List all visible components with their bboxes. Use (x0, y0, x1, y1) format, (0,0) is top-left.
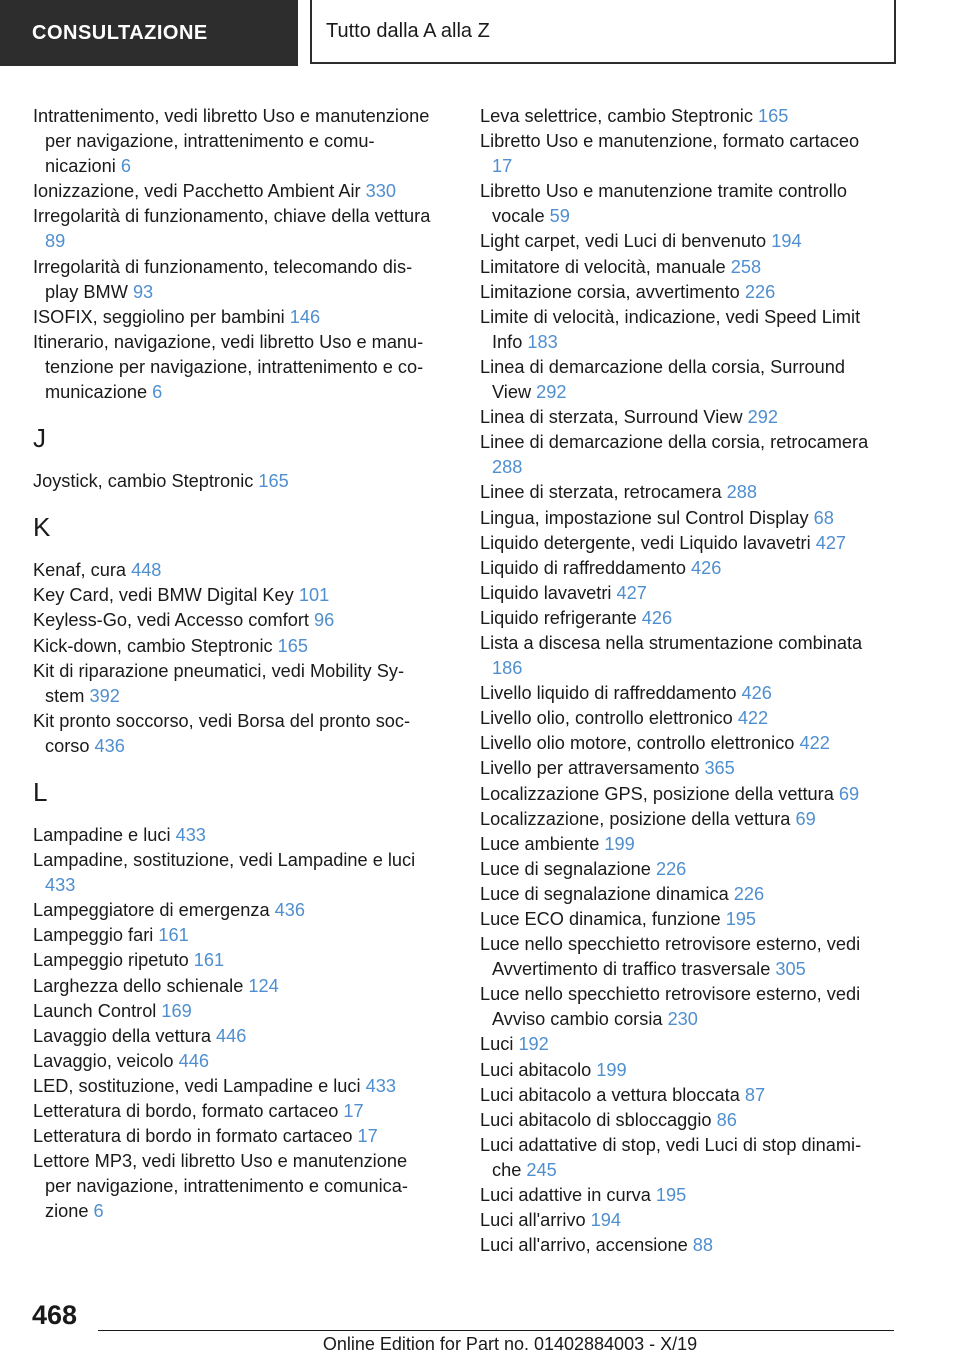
entry-text: Liquido lavavetri (480, 582, 612, 603)
entry-page-link[interactable]: 230 (667, 1009, 698, 1030)
entry-page-link[interactable]: 165 (758, 106, 789, 126)
entry-text: Light carpet, vedi Luci di benvenuto (480, 231, 767, 252)
entry-page-link[interactable]: 186 (492, 658, 523, 679)
index-entry (480, 581, 880, 606)
entry-text: Lampeggiatore di emergenza (33, 900, 270, 921)
entry-text: Livello olio motore, controllo elettronico (480, 733, 795, 754)
entry-page-link[interactable]: 146 (289, 306, 321, 327)
entry-page-link[interactable]: 165 (277, 635, 308, 656)
index-entry (480, 229, 880, 254)
entry-text: Lingua, impostazione sul Control Display (480, 507, 809, 528)
entry-text: Luci all'arrivo, accensione (480, 1235, 688, 1256)
entry-page-link[interactable]: 183 (527, 331, 558, 352)
entry-text: Key Card, vedi BMW Digital Key (33, 585, 294, 606)
entry-page-link[interactable]: 161 (158, 925, 189, 946)
index-entry (33, 255, 433, 305)
entry-text: Luci abitacolo a vettura bloccata (480, 1084, 740, 1105)
index-entry (480, 857, 880, 882)
entry-page-link[interactable]: 330 (365, 181, 396, 202)
index-entry (33, 104, 433, 179)
index-entry (33, 305, 433, 330)
index-entry (33, 923, 433, 948)
entry-text: Lampadine, sostituzione, vedi Lampadine e luci (33, 850, 416, 871)
index-entry (33, 948, 433, 973)
entry-page-link[interactable]: 433 (365, 1075, 396, 1096)
entry-page-link[interactable]: 422 (799, 733, 830, 754)
entry-text: Luce di segnalazione (480, 858, 651, 879)
entry-text: Lampeggio fari (33, 925, 154, 946)
index-letter-heading: J (33, 423, 46, 454)
entry-page-link[interactable]: 69 (795, 808, 816, 829)
entry-page-link[interactable]: 69 (838, 783, 860, 804)
entry-page-link[interactable]: 426 (741, 683, 772, 704)
index-entry (33, 583, 433, 608)
entry-page-link[interactable]: 6 (120, 156, 131, 177)
entry-page-link[interactable]: 87 (744, 1084, 766, 1105)
index-entry (33, 659, 433, 709)
chapter-title: Tutto dalla A alla Z (310, 0, 896, 64)
edition-note: Online Edition for Part no. 01402884003 - X/19 (322, 1334, 698, 1354)
entry-text: Itinerario, navigazione, vedi libretto Uso e manutenzione per navigazione, intrattenimento e comunicazione (33, 331, 424, 403)
entry-text: Irregolarità di funzionamento, chiave della vettura (33, 206, 431, 227)
index-entry (480, 756, 880, 781)
index-entry (33, 898, 433, 923)
entry-text: Limitatore di velocità, manuale (480, 256, 726, 277)
index-entry (480, 305, 880, 355)
entry-text: Liquido refrigerante (480, 607, 637, 628)
index-entry (33, 469, 433, 494)
entry-text: Intrattenimento, vedi libretto Uso e manutenzione per navigazione, intrattenimento e comunicazioni (33, 106, 430, 177)
entry-text: Kit di riparazione pneumatici, vedi Mobility System (33, 660, 404, 706)
index-entry (480, 807, 880, 832)
entry-text: Luci abitacolo (480, 1059, 592, 1080)
entry-text: Linea di sterzata, Surround View (480, 407, 743, 428)
entry-page-link[interactable]: 195 (725, 909, 757, 929)
entry-text: Lampadine e luci (33, 824, 171, 845)
index-entry (480, 1108, 880, 1133)
entry-text: Luci all'arrivo (480, 1210, 586, 1231)
index-entry (480, 506, 880, 531)
index-entry (33, 179, 433, 204)
entry-text: Leva selettrice, cambio Steptronic (480, 106, 753, 126)
entry-text: Limite di velocità, indicazione, vedi Speed Limit Info (480, 306, 861, 352)
entry-text: Localizzazione, posizione della vettura (480, 808, 791, 829)
index-entry (480, 932, 880, 982)
entry-text: Liquido detergente, vedi Liquido lavavetri (480, 532, 811, 553)
entry-text: Luce ambiente (480, 833, 600, 854)
entry-text: Linea di demarcazione della corsia, Surround View (480, 356, 845, 403)
entry-page-link[interactable]: 292 (536, 382, 567, 403)
index-entry (33, 1099, 433, 1124)
index-entry (480, 1058, 880, 1083)
index-entry (480, 556, 880, 581)
entry-text: Luce ECO dinamica, funzione (480, 909, 721, 929)
entry-page-link[interactable]: 59 (549, 206, 570, 227)
entry-text: Libretto Uso e manutenzione, formato cartaceo (480, 131, 860, 152)
entry-page-link[interactable]: 17 (343, 1101, 364, 1121)
index-entry (480, 104, 880, 129)
entry-page-link[interactable]: 426 (641, 607, 673, 628)
entry-page-link[interactable]: 422 (737, 708, 769, 729)
index-entry (33, 1049, 433, 1074)
index-entry (33, 823, 433, 848)
entry-page-link[interactable]: 288 (492, 457, 523, 478)
index-entry (33, 1124, 433, 1149)
entry-text: Localizzazione GPS, posizione della vettura (480, 783, 834, 804)
entry-page-link[interactable]: 436 (94, 735, 125, 756)
index-entry (33, 974, 433, 999)
index-letter-heading: K (33, 512, 51, 543)
entry-text: Livello per attraversamento (480, 758, 700, 779)
index-entry (480, 430, 880, 480)
entry-page-link[interactable]: 226 (655, 858, 687, 879)
entry-page-link[interactable]: 96 (314, 610, 335, 631)
entry-text: Kenaf, cura (33, 560, 127, 581)
entry-text: Lavaggio della vettura (33, 1025, 211, 1046)
entry-text: Luci abitacolo di sbloccaggio (480, 1109, 712, 1130)
entry-page-link[interactable]: 436 (274, 900, 306, 921)
entry-text: Lista a discesa nella strumentazione combinata (480, 632, 863, 653)
entry-page-link[interactable]: 101 (298, 585, 330, 606)
entry-page-link[interactable]: 169 (161, 1000, 192, 1021)
entry-page-link[interactable]: 194 (771, 231, 802, 252)
index-entry (33, 1149, 433, 1224)
index-entry (480, 1183, 880, 1208)
entry-page-link[interactable]: 68 (813, 507, 834, 528)
index-entry (33, 558, 433, 583)
entry-text: Letteratura di bordo in formato cartaceo (33, 1126, 353, 1147)
footer-divider (98, 1330, 894, 1331)
entry-page-link[interactable]: 446 (216, 1025, 247, 1046)
entry-text: Linee di sterzata, retrocamera (480, 482, 722, 503)
index-entry (480, 606, 880, 631)
entry-page-link[interactable]: 226 (744, 281, 776, 302)
index-entry (480, 782, 880, 807)
entry-text: Irregolarità di funzionamento, telecomando display BMW (33, 256, 413, 302)
index-entry (480, 832, 880, 857)
entry-page-link[interactable]: 6 (93, 1201, 104, 1222)
index-entry (33, 1024, 433, 1049)
entry-page-link[interactable]: 446 (178, 1050, 209, 1071)
entry-text: Larghezza dello schienale (33, 975, 244, 996)
entry-page-link[interactable]: 365 (704, 758, 735, 779)
entry-text: Luce di segnalazione dinamica (480, 883, 729, 904)
entry-page-link[interactable]: 93 (132, 281, 154, 302)
index-entry (33, 330, 433, 405)
index-entry (480, 882, 880, 907)
entry-page-link[interactable]: 165 (258, 471, 289, 492)
index-entry (480, 1208, 880, 1233)
index-entry (480, 255, 880, 280)
section-tab: CONSULTAZIONE (0, 0, 298, 66)
index-entry (480, 129, 880, 179)
entry-text: Kick-down, cambio Steptronic (33, 635, 273, 656)
index-entry (480, 731, 880, 756)
entry-page-link[interactable]: 161 (193, 950, 225, 971)
index-entry (480, 907, 880, 932)
index-entry (480, 531, 880, 556)
index-entry (33, 1074, 433, 1099)
entry-text: Launch Control (33, 1000, 157, 1021)
entry-text: Ionizzazione, vedi Pacchetto Ambient Air (33, 181, 361, 202)
entry-text: Lettore MP3, vedi libretto Uso e manutenzione per navigazione, intrattenimento e comunicazione (33, 1151, 408, 1222)
entry-text: Joystick, cambio Steptronic (33, 471, 254, 492)
entry-page-link[interactable]: 433 (175, 824, 206, 845)
index-entry (480, 706, 880, 731)
entry-page-link[interactable]: 392 (89, 685, 120, 706)
entry-page-link[interactable]: 199 (596, 1059, 627, 1080)
index-entry (480, 179, 880, 229)
index-entry (480, 681, 880, 706)
index-entry (480, 405, 880, 430)
entry-text: Luce nello specchietto retrovisore esterno, vedi Avvertimento di traffico trasversale (480, 934, 861, 980)
page-number: 468 (32, 1300, 78, 1330)
entry-page-link[interactable]: 124 (248, 975, 279, 996)
entry-page-link[interactable]: 426 (691, 557, 722, 578)
entry-text: Letteratura di bordo, formato cartaceo (33, 1101, 339, 1121)
entry-text: Luci adattive in curva (480, 1185, 651, 1206)
entry-text: Livello olio, controllo elettronico (480, 708, 733, 729)
entry-text: Luci (480, 1034, 514, 1055)
entry-text: Luci adattative di stop, vedi Luci di stop dinamiche (480, 1134, 862, 1180)
entry-text: Lampeggio ripetuto (33, 950, 189, 971)
index-letter-heading: L (33, 776, 48, 807)
index-entry (480, 982, 880, 1032)
entry-page-link[interactable]: 194 (590, 1210, 621, 1231)
index-entry (33, 204, 433, 254)
entry-page-link[interactable]: 427 (815, 532, 847, 553)
entry-page-link[interactable]: 6 (152, 382, 163, 403)
entry-text: Livello liquido di raffreddamento (480, 683, 737, 704)
index-entry (480, 1233, 880, 1258)
index-entry (480, 1133, 880, 1183)
entry-text: Luce nello specchietto retrovisore esterno, vedi Avviso cambio corsia (480, 984, 861, 1030)
entry-text: Liquido di raffreddamento (480, 557, 686, 578)
entry-page-link[interactable]: 448 (131, 560, 162, 581)
index-column-right (480, 104, 880, 1258)
index-column-left (33, 104, 433, 1224)
entry-text: LED, sostituzione, vedi Lampadine e luci (33, 1075, 361, 1096)
entry-page-link[interactable]: 195 (655, 1185, 687, 1206)
entry-page-link[interactable]: 288 (726, 482, 758, 503)
entry-page-link[interactable]: 226 (733, 883, 765, 904)
index-entry (480, 1032, 880, 1057)
entry-text: Lavaggio, veicolo (33, 1050, 174, 1071)
entry-text: Linee di demarcazione della corsia, retrocamera (480, 432, 869, 453)
index-entry (33, 634, 433, 659)
entry-page-link[interactable]: 305 (775, 959, 806, 980)
index-entry (33, 999, 433, 1024)
index-entry (480, 631, 880, 681)
entry-page-link[interactable]: 433 (45, 875, 76, 896)
entry-page-link[interactable]: 17 (357, 1126, 378, 1147)
entry-text: Limitazione corsia, avvertimento (480, 281, 740, 302)
entry-page-link[interactable]: 17 (492, 156, 513, 177)
entry-page-link[interactable]: 258 (730, 256, 762, 277)
entry-page-link[interactable]: 89 (45, 231, 66, 252)
entry-text: Libretto Uso e manutenzione tramite controllo vocale (480, 181, 847, 227)
entry-text: ISOFIX, seggiolino per bambini (33, 306, 285, 327)
entry-page-link[interactable]: 192 (518, 1034, 549, 1055)
entry-page-link[interactable]: 292 (747, 407, 778, 428)
entry-text: Kit pronto soccorso, vedi Borsa del pronto soccorso (33, 710, 411, 756)
index-entry (480, 280, 880, 305)
index-entry (480, 480, 880, 505)
index-entry (33, 848, 433, 898)
entry-page-link[interactable]: 427 (616, 582, 647, 603)
entry-page-link[interactable]: 88 (692, 1235, 713, 1256)
entry-page-link[interactable]: 245 (526, 1159, 557, 1180)
index-entry (33, 608, 433, 633)
entry-text: Keyless-Go, vedi Accesso comfort (33, 610, 309, 631)
page-header (0, 0, 960, 66)
entry-page-link[interactable]: 86 (716, 1109, 737, 1130)
entry-page-link[interactable]: 199 (604, 833, 635, 854)
index-entry (480, 1083, 880, 1108)
index-entry (480, 355, 880, 405)
index-entry (33, 709, 433, 759)
